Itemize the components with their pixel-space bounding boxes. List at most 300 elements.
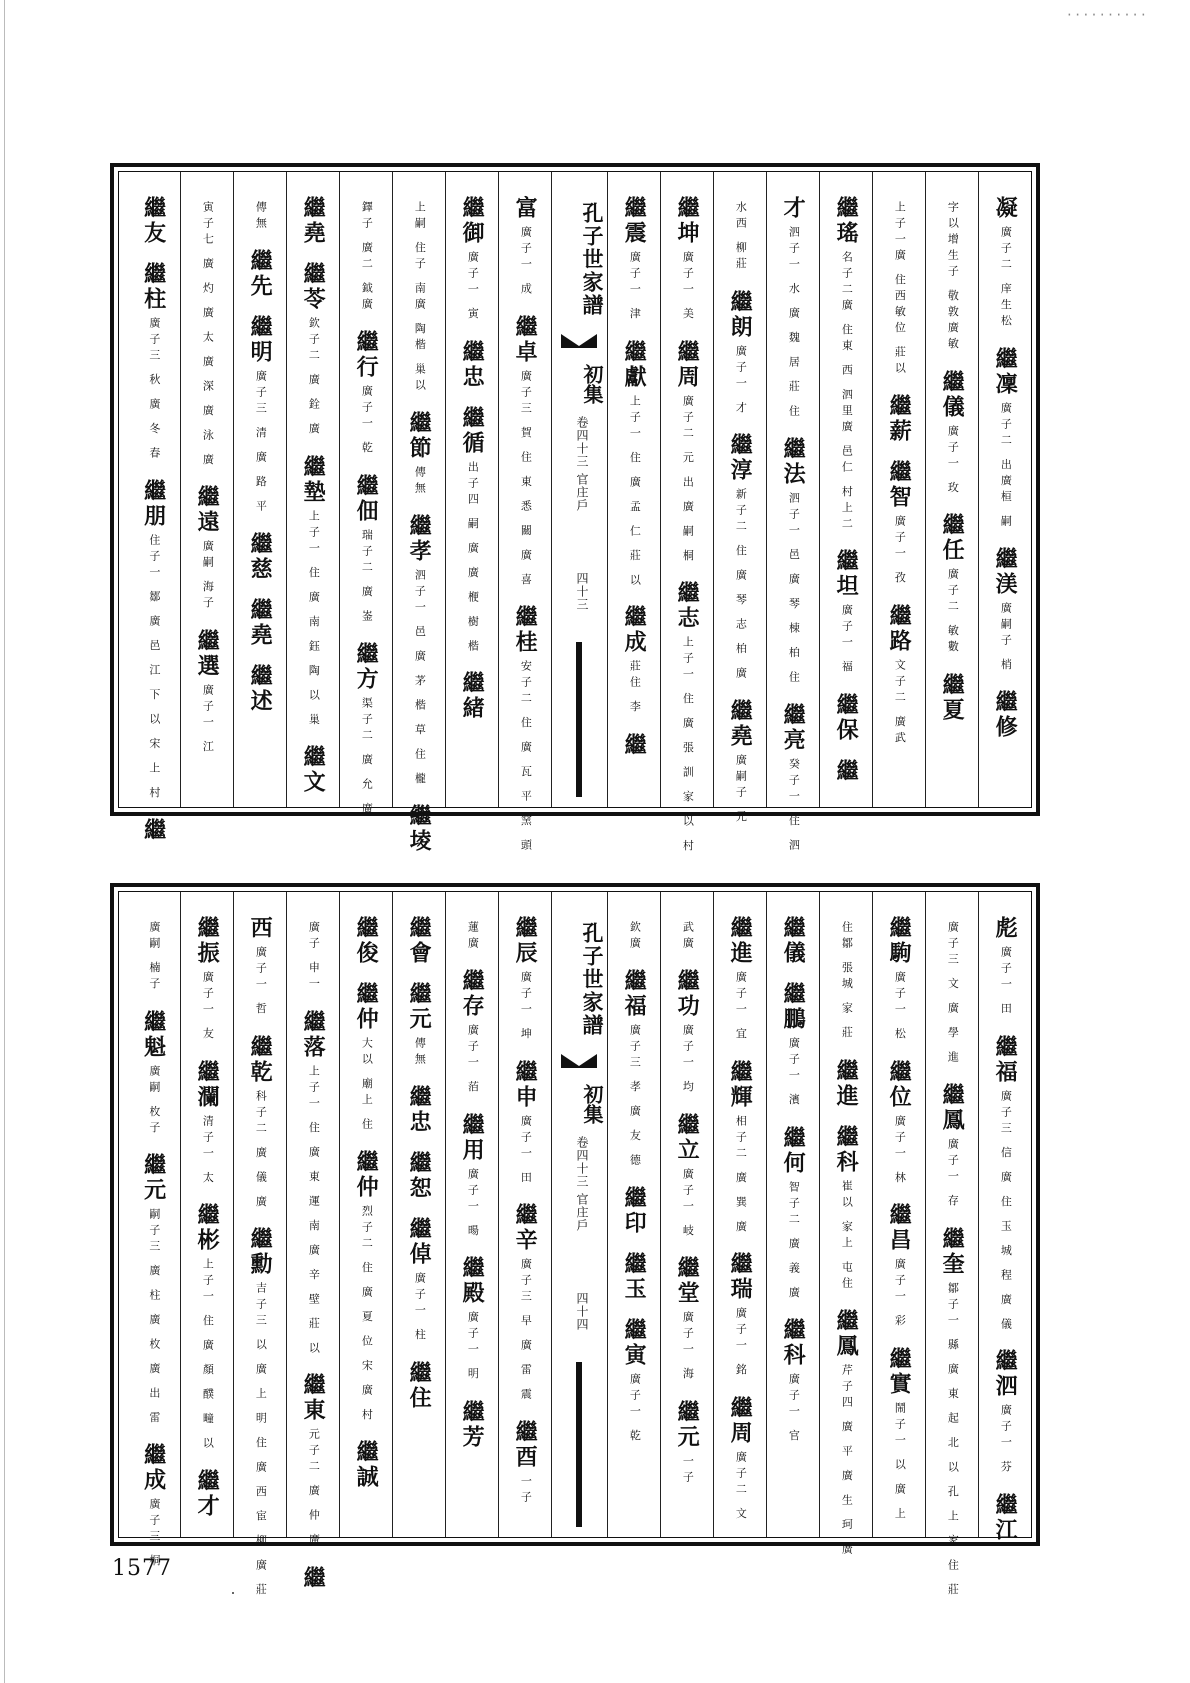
entry-annotation: 一子 [519, 1475, 533, 1507]
register-entry [622, 605, 646, 717]
register-entry [834, 196, 858, 533]
entry-annotation: 廣子一 美 [681, 251, 695, 324]
register-entry [195, 1469, 219, 1519]
entry-name: 繼 [140, 818, 167, 844]
entry-name: 繼述 [247, 664, 274, 714]
entry-name: 才 [780, 196, 807, 221]
register-entry [675, 969, 699, 1097]
entry-name: 凝 [992, 196, 1019, 221]
entry-annotation: 住子一 鄒 廣 邑 江 下 以 宋 上 村 [147, 534, 161, 803]
entry-annotation: 廣子一 江 [201, 683, 215, 757]
entry-annotation: 廣子一 孜 [893, 515, 907, 588]
collection-label: 初集 [580, 1084, 604, 1124]
entry-annotation: 字以增生子 敬敦廣敏 [946, 201, 960, 354]
register-column [392, 172, 445, 855]
entry-annotation: 崔以 家上 屯住 [840, 1179, 854, 1293]
genealogy-spread-top [110, 163, 1040, 856]
entry-annotation: 廣子一 坤 [519, 971, 533, 1044]
register-entry [354, 916, 378, 966]
entry-annotation: 安子二 住 廣 瓦 平 窯 頭 [519, 659, 533, 855]
entry-name: 繼寅 [621, 1318, 648, 1368]
entry-name: 繼坦 [833, 549, 860, 600]
entry-name: 繼辛 [512, 1203, 539, 1253]
entry-annotation: 廣嗣 楠子 [147, 921, 161, 994]
entry-annotation: 一子 [681, 1454, 695, 1487]
entry-annotation: 上子一 住 廣 張 訓 家 以 村 [681, 635, 695, 856]
register-entry [622, 1186, 646, 1236]
entry-annotation: 廣子二 元 出 廣 嗣 桐 [681, 394, 695, 565]
register-entry [200, 196, 215, 469]
register-column [286, 892, 339, 1591]
register-entry [622, 196, 646, 324]
entry-annotation: 武廣 [681, 921, 695, 953]
register-column [766, 892, 819, 1537]
entry-name: 繼苓 [300, 262, 327, 312]
center-strip [551, 892, 607, 1537]
entry-annotation: 廣子一 福 [840, 604, 854, 677]
register-entry [993, 347, 1017, 531]
entry-annotation: 泗子一 邑 廣 茅 楷 草 住 櫳 [413, 569, 427, 789]
entry-annotation: 廣子一 乾 [628, 1373, 642, 1446]
entry-annotation: 廣子二 文 [734, 1450, 748, 1523]
register-entry [627, 916, 642, 953]
entry-name: 繼芳 [459, 1399, 486, 1450]
entry-annotation: 寅子七 廣 灼 廣 太 廣 深 廣 泳 廣 [201, 201, 215, 470]
entry-name: 西 [247, 916, 274, 941]
register-column [498, 892, 551, 1537]
entry-name: 繼存 [459, 969, 486, 1019]
entry-name: 繼落 [300, 1009, 327, 1060]
entry-name: 繼獻 [621, 339, 648, 390]
register-entry [781, 1126, 805, 1303]
entry-name: 繼玉 [621, 1252, 648, 1302]
register-entry [680, 916, 695, 953]
register-entry [301, 745, 325, 795]
entry-name: 繼亮 [780, 702, 807, 753]
entry-annotation: 泗子一 邑 廣 琴 棟 柏 住 [787, 491, 801, 687]
register-entry [354, 474, 378, 626]
register-entry [728, 1060, 752, 1237]
register-entry [195, 1203, 219, 1453]
register-entry [940, 1227, 964, 1599]
page-edge-rule [4, 0, 5, 1683]
entry-name: 繼 [833, 758, 860, 784]
register-entry [513, 1060, 537, 1188]
entry-annotation: 廣子一 存 [946, 1138, 960, 1211]
register-column [713, 172, 766, 827]
register-entry [887, 1203, 911, 1331]
entry-name: 繼堯 [247, 598, 274, 648]
entry-name: 繼成 [140, 1443, 167, 1494]
register-entry [675, 581, 699, 855]
entry-name: 繼功 [674, 969, 701, 1019]
register-entry [195, 629, 219, 757]
entry-name: 繼科 [780, 1318, 807, 1368]
register-entry [253, 196, 268, 233]
register-column [978, 892, 1031, 1543]
center-strip [551, 172, 607, 807]
entry-annotation: 瑞子二 廣 崟 [360, 528, 374, 626]
register-column [872, 172, 925, 807]
register-column [872, 892, 925, 1537]
register-entry [354, 1150, 378, 1424]
entry-name: 繼智 [886, 460, 913, 510]
entry-name: 繼俊 [353, 916, 380, 966]
entry-name: 繼朋 [140, 479, 167, 529]
entry-name: 繼元 [406, 982, 433, 1032]
register-column [819, 172, 872, 807]
entry-annotation: 廣子一 田 [999, 946, 1013, 1019]
entry-name: 繼才 [194, 1468, 221, 1519]
register-entry [513, 605, 537, 855]
scan-speck [232, 1592, 234, 1594]
register-column [233, 892, 286, 1600]
register-entry [513, 1203, 537, 1404]
register-column [339, 172, 392, 818]
register-entry [141, 196, 165, 246]
register-entry [834, 1059, 858, 1109]
entry-annotation: 廣子一 萡 [466, 1024, 480, 1097]
register-entry [141, 1010, 165, 1138]
register-entry [675, 196, 699, 324]
register-entry [301, 1566, 325, 1591]
entry-name: 繼緒 [459, 671, 486, 722]
entry-annotation: 住鄒 張城 家 莊 [840, 921, 854, 1043]
entry-name: 繼夏 [939, 672, 966, 723]
register-entry [728, 916, 752, 1044]
register-entry [407, 982, 431, 1069]
fish-tail-mark-icon [561, 1054, 597, 1068]
entry-name: 繼薪 [886, 394, 913, 444]
entry-annotation: 廣子一 津 [628, 251, 642, 324]
entry-annotation: 芹子四 廣 平 廣 生 珂 廣 [840, 1363, 854, 1559]
entry-annotation: 廣子三 賀 住 東 悉 關 廣 喜 [519, 369, 533, 589]
register-entry [622, 733, 646, 758]
entry-name: 繼孝 [406, 514, 433, 564]
entry-annotation: 出子四 嗣 廣 廣 楩 樹 楷 [466, 460, 480, 656]
register-entry [359, 196, 374, 314]
entry-name: 繼文 [300, 744, 327, 795]
entry-annotation: 上子一 住 廣 東 運 南 廣 辛 壁 莊 以 [307, 1064, 321, 1358]
entry-name: 繼節 [406, 411, 433, 461]
register-entry [781, 703, 805, 855]
entry-name: 繼福 [992, 1034, 1019, 1085]
entry-name: 繼進 [727, 916, 754, 966]
register-column [339, 892, 392, 1537]
entry-name: 繼朗 [727, 289, 754, 340]
entry-name: 繼淳 [727, 433, 754, 483]
fish-tail-mark-icon [561, 334, 597, 348]
register-entry [354, 642, 378, 819]
entry-annotation: 廣子 申一 [307, 921, 321, 994]
register-entry [407, 916, 431, 966]
register-column [445, 892, 498, 1537]
entry-name: 繼儀 [939, 369, 966, 420]
entry-annotation: 廣子三 早 廣 雷 震 [519, 1258, 533, 1404]
corner-mark: ·········· [1065, 8, 1148, 22]
entry-name: 繼忠 [459, 339, 486, 390]
register-entry [407, 411, 431, 498]
register-entry [993, 1035, 1017, 1334]
entry-annotation: 元子二 廣 仲 廣 [307, 1428, 321, 1550]
register-entry [834, 549, 858, 677]
entry-annotation: 嗣子三 廣 柱 廣 枚 廣 出 雷 [147, 1208, 161, 1428]
entry-name: 繼用 [459, 1112, 486, 1163]
entry-name: 繼倬 [406, 1217, 433, 1267]
register-entry [887, 604, 911, 748]
entry-annotation: 廣子一 寅 [466, 251, 480, 324]
entry-name: 繼周 [674, 339, 701, 390]
entry-name: 繼東 [300, 1373, 327, 1424]
register-column [445, 172, 498, 807]
register-entry [248, 598, 272, 648]
entry-name: 繼奎 [939, 1226, 966, 1277]
entry-annotation: 吉子三 以 廣 上 明 住 廣 西 宦 柳 廣 莊 [254, 1282, 268, 1600]
register-column [607, 892, 660, 1537]
register-column [713, 892, 766, 1537]
entry-annotation: 上子一 住 廣 南 鈺 陶 以 巢 [307, 509, 321, 729]
entry-name: 繼卓 [512, 314, 539, 365]
register-entry [407, 1217, 431, 1345]
entry-name: 繼恕 [406, 1151, 433, 1201]
register-entry [513, 315, 537, 589]
entry-annotation: 上子一 住 廣 顏 醭 疃 以 [201, 1258, 215, 1453]
entry-name: 繼鳳 [939, 1083, 966, 1133]
register-entry [887, 916, 911, 1044]
register-entry [622, 969, 646, 1170]
entry-name: 繼立 [674, 1112, 701, 1163]
register-entry [728, 699, 752, 827]
entry-name: 繼實 [886, 1346, 913, 1397]
register-entry [412, 196, 427, 395]
collection-label: 初集 [580, 364, 604, 404]
register-entry [728, 1252, 752, 1380]
entry-annotation: 廣子一 均 [681, 1024, 695, 1097]
register-entry [781, 196, 805, 421]
entry-name: 繼駒 [886, 916, 913, 966]
register-entry [675, 1400, 699, 1487]
entry-name: 繼法 [780, 436, 807, 487]
register-entry [141, 262, 165, 463]
register-entry [248, 315, 272, 516]
entry-annotation: 廣嗣 海子 [201, 540, 215, 613]
entry-name: 繼修 [992, 690, 1019, 740]
entry-name: 繼保 [833, 692, 860, 743]
entry-annotation: 廣子一 濱 [787, 1037, 801, 1110]
book-title: 孔子世家譜 [580, 201, 605, 317]
register-column [607, 172, 660, 807]
entry-annotation: 廣子一 林 [893, 1114, 907, 1187]
spread-inner-frame [118, 171, 1032, 856]
center-black-rule [576, 1362, 582, 1527]
register-column [127, 172, 180, 844]
register-column [233, 172, 286, 807]
entry-name: 繼何 [780, 1125, 807, 1176]
register-column [819, 892, 872, 1559]
entry-name: 繼渼 [992, 546, 1019, 597]
register-entry [354, 330, 378, 458]
register-entry [460, 1256, 484, 1384]
register-entry [834, 693, 858, 743]
entry-annotation: 廣子一 宜 [734, 971, 748, 1044]
entry-name: 繼友 [140, 196, 167, 246]
entry-name: 繼慈 [247, 532, 274, 582]
register-entry [993, 196, 1017, 331]
register-entry [141, 1443, 165, 1571]
register-entry [887, 1060, 911, 1188]
entry-name: 繼忠 [406, 1085, 433, 1135]
register-entry [887, 1347, 911, 1524]
register-entry [675, 1256, 699, 1384]
entry-annotation: 廣子三 信 廣 住 玉 城 程 廣 儀 [999, 1089, 1013, 1334]
entry-name: 繼儀 [780, 916, 807, 966]
register-entry [993, 547, 1017, 675]
register-column [978, 172, 1031, 807]
register-entry [248, 664, 272, 714]
register-entry [407, 804, 431, 854]
entry-annotation: 廣嗣子 元 [734, 753, 748, 827]
entry-annotation: 廣子三 桐 [147, 1498, 161, 1571]
register-entry [781, 916, 805, 966]
entry-name: 繼御 [459, 196, 486, 246]
spread-columns [119, 172, 1031, 856]
entry-name: 繼申 [512, 1059, 539, 1110]
entry-name: 繼瑞 [727, 1252, 754, 1302]
entry-name: 繼明 [247, 315, 274, 365]
register-entry [407, 1151, 431, 1201]
entry-name: 繼凜 [992, 346, 1019, 397]
entry-name: 繼輝 [727, 1059, 754, 1110]
entry-annotation: 廣子二 庠生松 [999, 226, 1013, 331]
register-entry [407, 514, 431, 788]
entry-annotation: 大以 廟上 住 [360, 1037, 374, 1134]
entry-annotation: 科子二 廣 儀 廣 [254, 1089, 268, 1211]
register-entry [195, 485, 219, 613]
register-entry [781, 437, 805, 687]
register-entry [940, 673, 964, 723]
entry-annotation: 文子二 廣武 [893, 658, 907, 747]
entry-name: 繼乾 [247, 1034, 274, 1085]
entry-annotation: 廣子二 敏數 [946, 568, 960, 657]
register-entry [354, 1440, 378, 1490]
register-entry [839, 916, 854, 1043]
register-entry [940, 1083, 964, 1211]
register-entry [993, 1493, 1017, 1543]
entry-annotation: 名子二廣 住東 西 泗里廣 邑仁 村上二 [840, 251, 854, 534]
register-entry [733, 196, 748, 274]
register-entry [301, 262, 325, 439]
register-entry [407, 1085, 431, 1135]
register-entry [460, 406, 484, 656]
entry-name: 繼遠 [194, 485, 221, 536]
register-column [498, 172, 551, 855]
entry-annotation: 廣子三 清 廣 路 平 [254, 370, 268, 516]
entry-name: 繼會 [406, 916, 433, 966]
entry-name: 繼辰 [512, 916, 539, 966]
entry-annotation: 上子一 住 廣 孟 仁 莊 以 [628, 394, 642, 590]
register-entry [195, 916, 219, 1044]
entry-annotation: 泗子一 水 廣 魏 居 莊 住 [787, 226, 801, 421]
entry-annotation: 廣子一 玫 [946, 424, 960, 497]
entry-name: 富 [512, 196, 539, 221]
entry-annotation: 水西 柳莊 [734, 201, 748, 274]
entry-name: 繼元 [674, 1399, 701, 1450]
register-entry [301, 455, 325, 729]
entry-annotation: 廣子一 哲 [254, 946, 268, 1019]
register-entry [407, 1361, 431, 1411]
entry-name: 繼坤 [674, 196, 701, 246]
register-entry [460, 671, 484, 721]
entry-annotation: 癸子一 住 泗 [787, 757, 801, 855]
center-black-rule [576, 642, 582, 797]
entry-annotation: 廣子一 彩 [893, 1258, 907, 1331]
entry-name: 繼福 [621, 969, 648, 1019]
entry-annotation: 相子二 廣 巽 廣 [734, 1114, 748, 1236]
entry-annotation: 智子二 廣 義 廣 [787, 1180, 801, 1302]
entry-name: 繼科 [833, 1124, 860, 1175]
entry-annotation: 廣子一 友 [201, 971, 215, 1044]
entry-name: 繼住 [406, 1360, 433, 1411]
entry-annotation: 莊住 李 [628, 660, 642, 717]
register-entry [354, 982, 378, 1134]
entry-name: 繼進 [833, 1058, 860, 1109]
entry-annotation: 欽子二 廣 銓 廣 [307, 317, 321, 439]
entry-name: 繼周 [727, 1395, 754, 1446]
register-column [766, 172, 819, 855]
entry-annotation: 欽廣 [628, 921, 642, 953]
register-entry [622, 340, 646, 590]
entry-name: 繼柱 [140, 262, 167, 312]
register-entry [945, 196, 960, 354]
entry-annotation: 新子二 住 廣 琴 志 柏 廣 [734, 488, 748, 683]
entry-name: 繼殿 [459, 1256, 486, 1306]
entry-annotation: 廣子一 芬 [999, 1404, 1013, 1477]
entry-annotation: 廣子一 岐 [681, 1167, 695, 1240]
register-entry [622, 1252, 646, 1302]
register-entry [513, 916, 537, 1044]
register-entry [781, 1318, 805, 1446]
entry-name: 繼 [300, 1565, 327, 1591]
entry-annotation: 廣子一 海 [681, 1311, 695, 1384]
entry-name: 繼墊 [300, 454, 327, 505]
entry-annotation: 廣子三 孝 廣 友 德 [628, 1024, 642, 1170]
entry-annotation: 傳無 [254, 201, 268, 233]
entry-annotation: 廣子一 銘 [734, 1307, 748, 1380]
register-entry [834, 759, 858, 784]
register-column [660, 892, 713, 1537]
volume-label: 卷四十三 官庄戶 [575, 416, 589, 512]
entry-annotation: 烈子二 住 廣 夏 位 宋 廣 村 [360, 1205, 374, 1425]
entry-name: 繼元 [140, 1153, 167, 1203]
register-entry [887, 394, 911, 444]
entry-annotation: 廣子二 出廣桓 嗣 [999, 401, 1013, 531]
book-title: 孔子世家譜 [580, 921, 605, 1037]
entry-annotation: 廣子一 柱 [413, 1272, 427, 1345]
entry-name: 繼鳳 [833, 1308, 860, 1359]
register-entry [141, 818, 165, 843]
register-entry [513, 196, 537, 299]
register-entry [306, 916, 321, 994]
register-entry [465, 916, 480, 953]
register-entry [622, 1318, 646, 1446]
register-entry [248, 1035, 272, 1212]
entry-name: 繼瀾 [194, 1059, 221, 1110]
entry-name: 繼路 [886, 603, 913, 654]
entry-annotation: 傳無 [413, 466, 427, 498]
entry-name: 繼先 [247, 249, 274, 299]
entry-annotation: 鐸子 廣二 鉞廣 [360, 201, 374, 314]
entry-name: 繼振 [194, 916, 221, 966]
